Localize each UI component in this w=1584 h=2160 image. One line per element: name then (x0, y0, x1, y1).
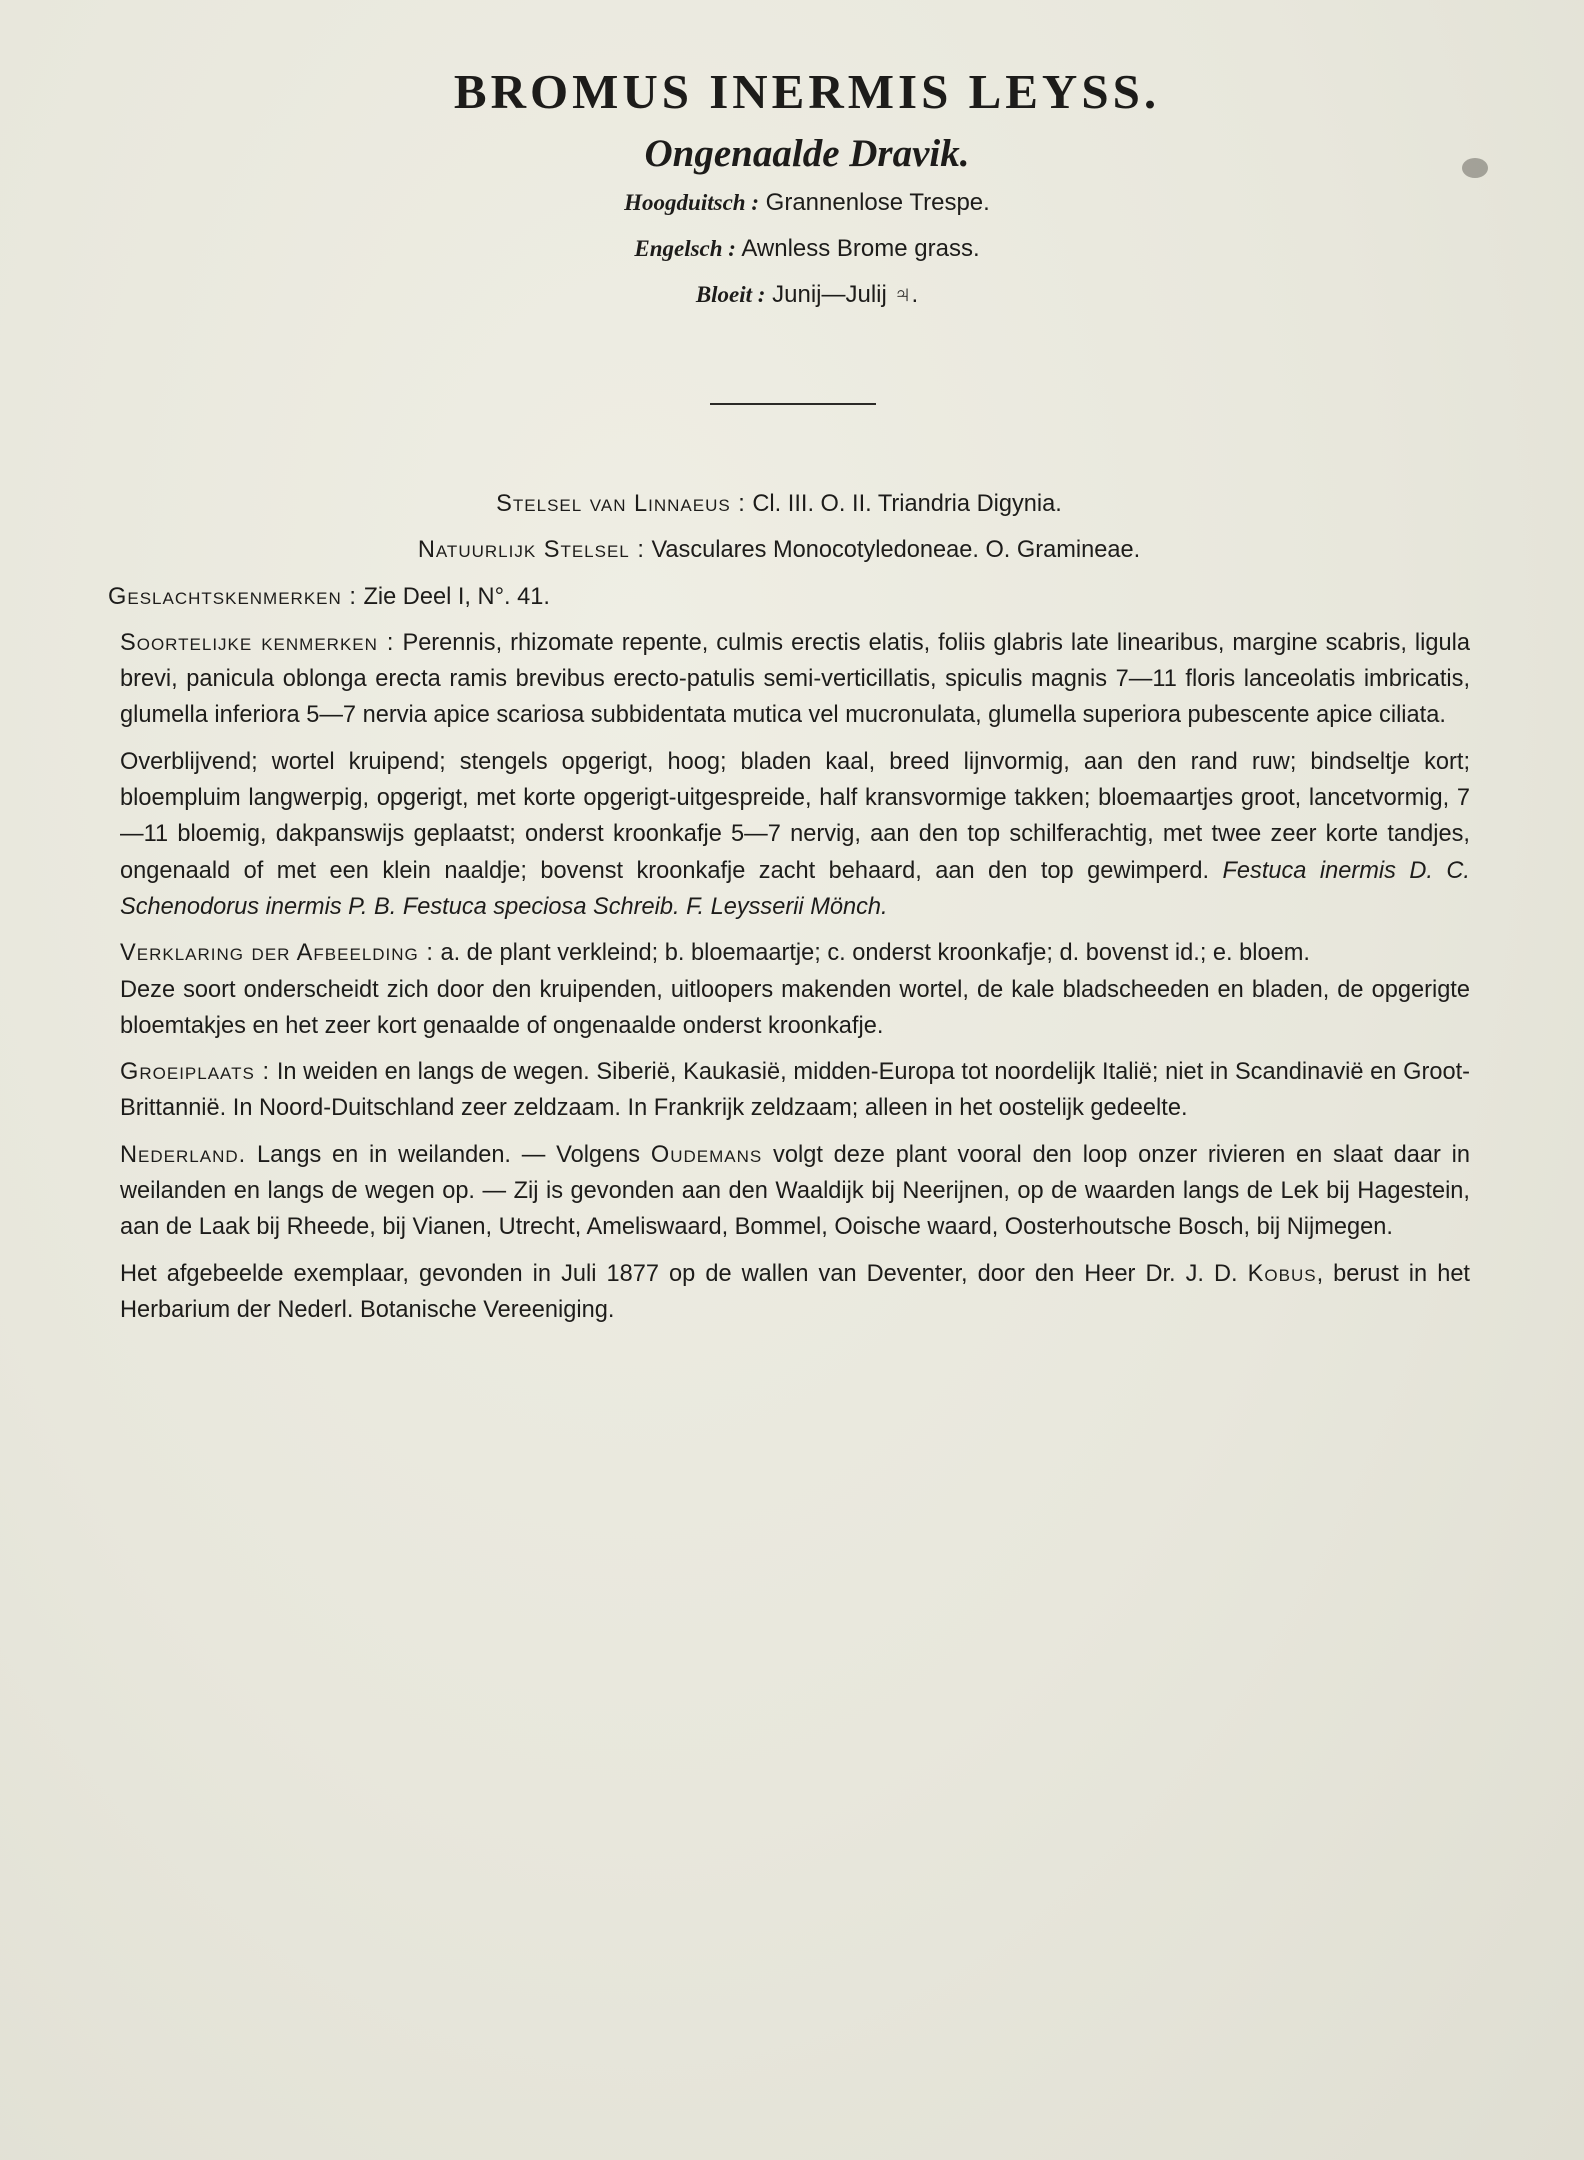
header (0, 62, 1584, 318)
genus-line (88, 579, 1470, 615)
natural-system-line (88, 532, 1470, 568)
habitat-label: Groeiplaats : (120, 1059, 271, 1086)
natural-value: Vasculares Monocotyledoneae. O. Gramineae. (651, 537, 1141, 564)
linnaeus-line (88, 486, 1470, 522)
habitat-value: In weiden en langs de wegen. Siberië, Kaukasië, midden-Europa tot noordelijk Italië; niet in Scandinavië en Groot-Brittannië. In Noord-Duitschland zeer zeldzaam. In Frankrijk zeldzaam; alleen in het oostelijk gedeelte. (120, 1059, 1470, 1122)
bloom-value: Junij—Julij ♃. (772, 281, 919, 308)
distinction-paragraph (88, 972, 1470, 1045)
english-label: Engelsch : (634, 236, 736, 261)
figure-paragraph (88, 935, 1470, 971)
german-name: Grannenlose Trespe. (765, 189, 990, 216)
specimen-text-2: , berust in het Herbarium der Nederl. Botanische Vereeniging. (120, 1260, 1470, 1323)
description-paragraph (88, 744, 1470, 925)
genus-value: Zie Deel I, N°. 41. (363, 583, 550, 610)
linnaeus-label: Stelsel van Linnaeus : (496, 491, 746, 517)
divider-rule (710, 403, 876, 405)
english-name-row (0, 226, 1584, 272)
species-paragraph (88, 625, 1470, 734)
specimen-paragraph (88, 1256, 1470, 1329)
figure-value: a. de plant verkleind; b. bloemaartje; c. onderst kroonkafje; d. bovenst id.; e. bloem. (440, 940, 1310, 967)
habitat-paragraph (88, 1054, 1470, 1127)
natural-label: Natuurlijk Stelsel : (417, 537, 645, 564)
genus-label: Geslachtskenmerken : (108, 583, 357, 610)
specimen-text-1: Het afgebeelde exemplaar, gevonden in Juli 1877 op de wallen van Deventer, door den Heer Dr. J. D. (120, 1260, 1238, 1287)
english-name: Awnless Brome grass. (741, 235, 980, 262)
nederland-text-1: Langs en in weilanden. — Volgens (256, 1141, 641, 1168)
figure-label: Verklaring der Afbeelding : (120, 940, 434, 967)
page-title: BROMUS INERMIS LEYSS. (453, 64, 1161, 119)
oudemans-name: Oudemans (650, 1141, 763, 1168)
species-label: Soortelijke kenmerken : (120, 629, 395, 656)
german-name-row (0, 180, 1584, 226)
distinction-text: Deze soort onderscheidt zich door den kruipenden, uitloopers makenden wortel, de kale bladscheeden en bladen, de opgerigte bloemtakjes en het zeer kort genaalde of ongenaalde onderst kroonkafje. (120, 976, 1470, 1039)
linnaeus-value: Cl. III. O. II. Triandria Digynia. (752, 491, 1062, 517)
nederland-paragraph (88, 1137, 1470, 1246)
kobus-name: Kobus (1247, 1260, 1317, 1287)
species-value: Perennis, rhizomate repente, culmis erectis elatis, foliis glabris late linearibus, margine scabris, ligula brevi, panicula oblonga erecta ramis brevibus erecto-patulis semi-verticillatis, spiculis magnis 7—11 floris lanceolatis imbricatis, glumella inferiora 5—7 nervia apice scariosa subbidentata mutica vel mucronulata, glumella superiora pubescente apice ciliata. (120, 629, 1470, 729)
common-name: Ongenaalde Dravik. (644, 132, 970, 175)
nederland-text-2: volgt deze plant vooral den loop onzer rivieren en slaat daar in weilanden en langs de wegen op. — Zij is gevonden aan den Waaldijk bij Neerijnen, op de waarden langs de Lek bij Hagestein, aan de Laak bij Rheede, bij Vianen, Utrecht, Ameliswaard, Bommel, Ooische waard, Oosterhoutsche Bosch, bij Nijmegen. (120, 1141, 1471, 1241)
german-label: Hoogduitsch : (624, 190, 759, 215)
document-body (88, 486, 1470, 1328)
bloom-label: Bloeit : (695, 282, 766, 307)
bloom-row (0, 272, 1584, 318)
description-text: Overblijvend; wortel kruipend; stengels opgerigt, hoog; bladen kaal, breed lijnvormig, aan den rand ruw; bindseltje kort; bloempluim langwerpig, opgerigt, met korte opgerigt-uitgespreide, half kransvormige takken; bloemaartjes groot, lancetvormig, 7—11 bloemig, dakpanswijs geplaatst; onderst kroonkafje 5—7 nervig, aan den top schilferachtig, met twee zeer korte tandjes, ongenaald of met een klein naaldje; bovenst kroonkafje zacht behaard, aan den top gewimperd. (120, 748, 1470, 884)
nederland-label: Nederland. (120, 1141, 247, 1168)
synonyms-text: Festuca inermis D. C. Schenodorus inermis P. B. Festuca speciosa Schreib. F. Leysserii Mönch. (120, 857, 1470, 920)
